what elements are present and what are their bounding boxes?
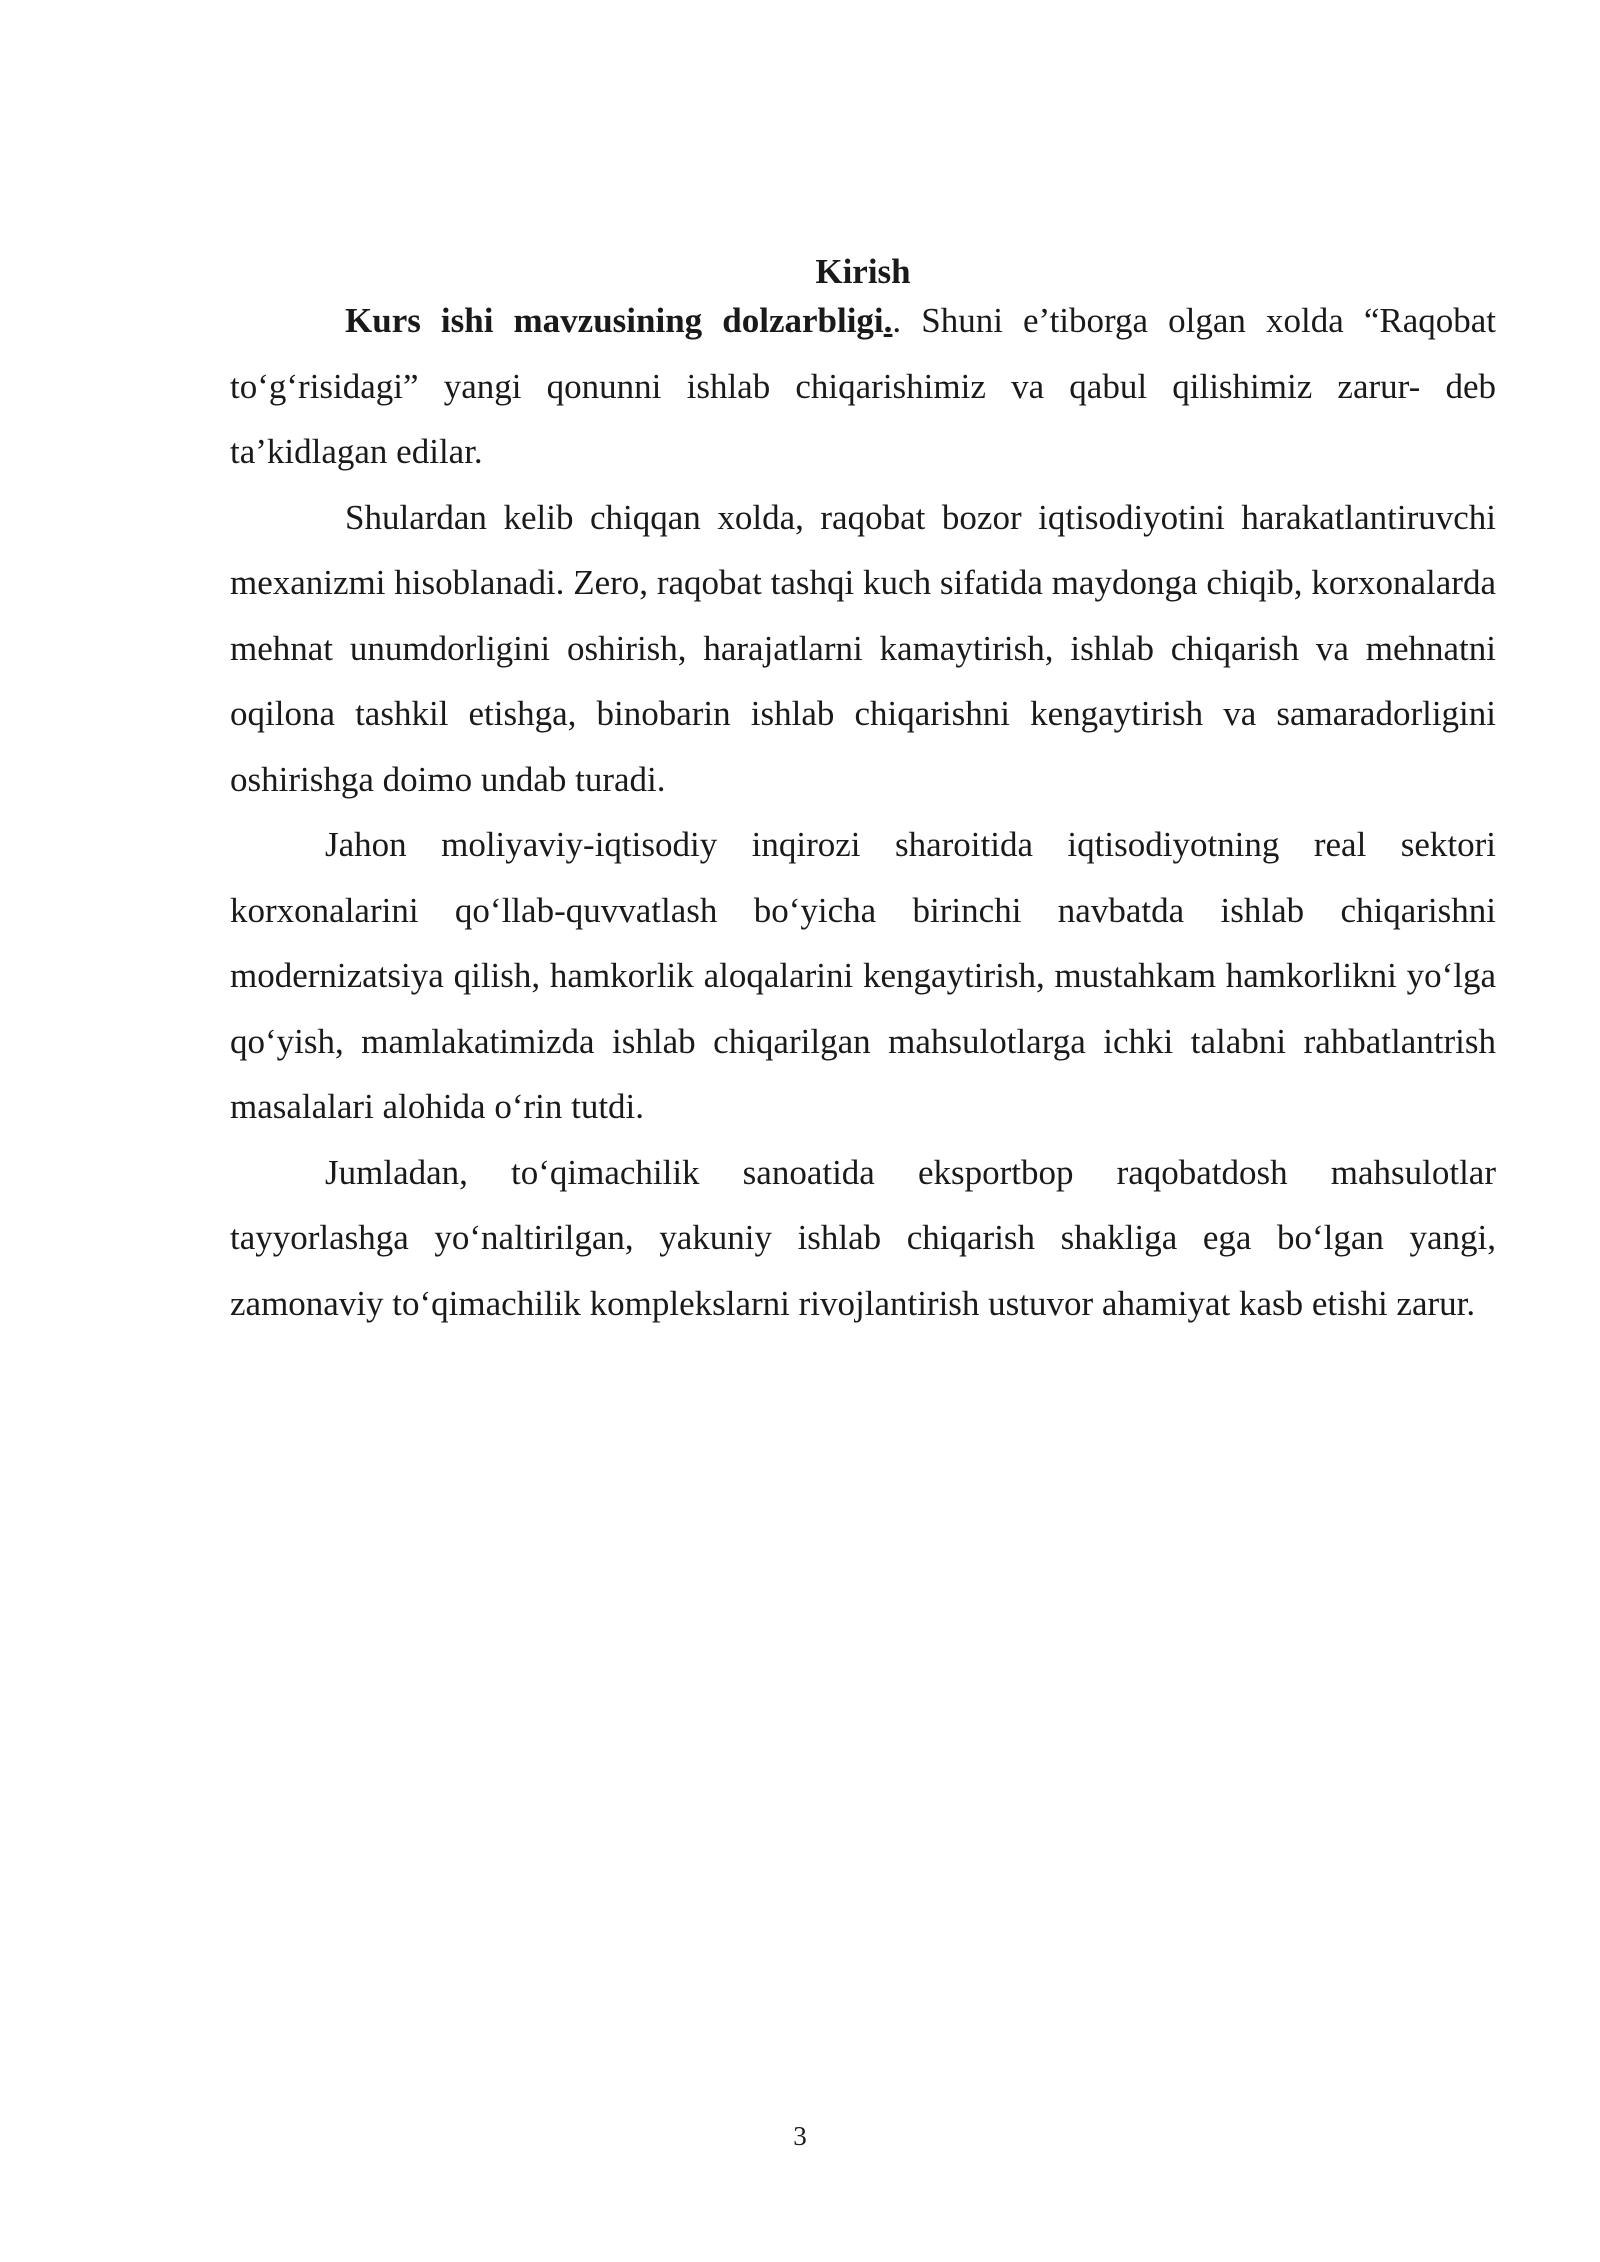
paragraph-text: . Shuni e’tiborga olgan xolda “Raqobat to‘g‘risidagi” yangi qonunni ishlab chiqarishimiz va qabul qilishimiz zarur- deb ta’kidlagan edilar. bbox=[230, 301, 1496, 471]
paragraph-lead-punct: . bbox=[883, 301, 893, 340]
paragraph-lead-text: Kurs ishi mavzusining dolzarbligi bbox=[345, 301, 884, 340]
paragraph-lead bbox=[345, 301, 892, 340]
page-number: 3 bbox=[793, 2121, 807, 2151]
paragraph-crisis: Jahon moliyaviy-iqtisodiy inqirozi sharoitida iqtisodiyotning real sektori korxonalarini qo‘llab-quvvatlash bo‘yicha birinchi navbatda ishlab chiqarishni modernizatsiya qilish, hamkorlik aloqalarini kengaytirish, mustahkam hamkorlikni yo‘lga qo‘yish, mamlakatimizda ishlab chiqarilgan mahsulotlarga ichki talabni rahbatlantrish masalalari alohida o‘rin tutdi. bbox=[230, 825, 1496, 1126]
page-heading: Kirish bbox=[815, 252, 911, 291]
page-content bbox=[230, 250, 1496, 1336]
paragraph-textile: Jumladan, to‘qimachilik sanoatida eksportbop raqobatdosh mahsulotlar tayyorlashga yo‘naltirilgan, yakuniy ishlab chiqarish shakliga ega bo‘lgan yangi, zamonaviy to‘qimachilik komplekslarni rivojlantirish ustuvor ahamiyat kasb etishi zarur. bbox=[230, 1152, 1496, 1323]
paragraph-relevance bbox=[230, 288, 1496, 485]
paragraph-competition: Shulardan kelib chiqqan xolda, raqobat bozor iqtisodiyotini harakatlantiruvchi mexanizmi hisoblanadi. Zero, raqobat tashqi kuch sifatida maydonga chiqib, korxonalarda mehnat unumdorligini oshirish, harajatlarni kamaytirish, ishlab chiqarish va mehnatni oqilona tashkil etishga, binobarin ishlab chiqarishni kengaytirish va samaradorligini oshirishga doimo undab turadi. bbox=[230, 497, 1496, 799]
